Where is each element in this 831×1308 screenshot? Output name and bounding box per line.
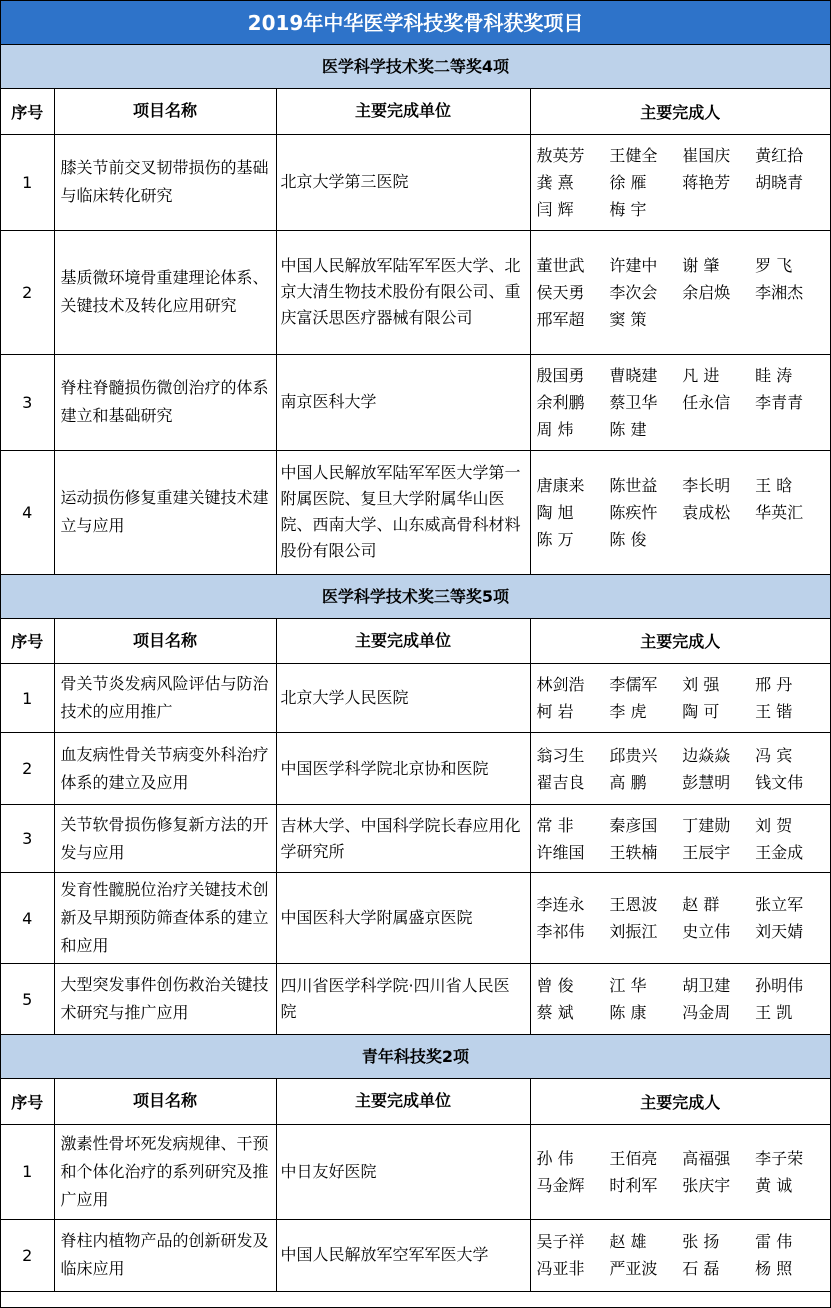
completer-name: 翁习生 [536,745,585,765]
column-header-index: 序号 [1,1079,54,1124]
completer-name: 李 虎 [609,702,647,721]
project-name: 基质微环境骨重建理论体系、关键技术及转化应用研究 [54,230,276,354]
completer-name: 陈 建 [609,419,647,439]
completer-name: 陈疾忤 [609,502,658,522]
completers-list [537,252,825,333]
completer-name: 王佰亮 [609,1148,658,1168]
completer-name: 陶 旭 [536,502,574,522]
completer-name: 赵 群 [682,895,720,914]
completer-name: 史立伟 [682,922,731,941]
completers-cell [530,1124,830,1219]
completer-name: 李长明 [682,475,731,495]
completer-name: 王金成 [755,842,804,862]
completers-cell [530,805,830,873]
completing-unit: 中日友好医院 [276,1124,530,1219]
completers-list [537,362,825,443]
completer-name: 秦彦国 [609,815,658,835]
completer-name: 柯 岩 [536,702,574,721]
column-header-project: 项目名称 [54,89,276,134]
award-section [1,1035,830,1292]
completer-name: 许维国 [536,842,585,862]
project-name: 膝关节前交叉韧带损伤的基础与临床转化研究 [54,134,276,230]
completers-cell [530,230,830,354]
completers-cell [530,873,830,964]
completer-name: 张立军 [755,895,804,914]
completer-name: 陈 俊 [609,529,647,549]
completers-list [537,812,825,866]
row-index: 1 [1,1124,54,1219]
completer-name: 王健全 [609,145,658,165]
project-name: 关节软骨损伤修复新方法的开发与应用 [54,805,276,873]
completer-name: 王恩波 [609,895,658,914]
completing-unit: 南京医科大学 [276,354,530,450]
column-header-project: 项目名称 [54,1079,276,1124]
completers-list [537,1145,825,1199]
completer-name: 刘 贺 [755,815,793,835]
project-name: 激素性骨坏死发病规律、干预和个体化治疗的系列研究及推广应用 [54,1124,276,1219]
completer-name: 吴子祥 [536,1232,585,1251]
completer-name: 罗 飞 [755,255,793,275]
section-header: 医学科学技术奖三等奖5项 [1,575,830,619]
project-name: 大型突发事件创伤救治关键技术研究与推广应用 [54,964,276,1035]
completer-name: 冯金周 [682,1003,731,1022]
completing-unit: 中国人民解放军空军军医大学 [276,1219,530,1291]
column-header-project: 项目名称 [54,619,276,664]
completers-cell [530,664,830,733]
table-header-row [1,619,830,664]
completers-cell [530,733,830,805]
row-index: 3 [1,354,54,450]
completers-list [537,972,825,1026]
completer-name: 严亚波 [609,1259,658,1278]
completer-name: 李连永 [536,895,585,914]
completers-cell [530,134,830,230]
column-header-unit: 主要完成单位 [276,619,530,664]
table-row [1,230,830,354]
completer-name: 王 锴 [755,702,793,721]
completer-name: 蔡 斌 [536,1003,574,1022]
completer-name: 丁建勋 [682,815,731,835]
completer-name: 胡晓青 [755,172,804,192]
completer-name: 黄红拾 [755,145,804,165]
completer-name: 李儒军 [609,675,658,694]
completer-name: 冯亚非 [536,1259,585,1278]
completer-name: 陶 可 [682,702,720,721]
project-name: 血友病性骨关节病变外科治疗体系的建立及应用 [54,733,276,805]
completer-name: 林剑浩 [536,675,585,694]
completer-name: 敖英芳 [536,145,585,165]
table-row [1,733,830,805]
completer-name: 雷 伟 [755,1232,793,1251]
completer-name: 刘振江 [609,922,658,941]
completer-name: 边焱焱 [682,745,731,765]
column-header-index: 序号 [1,89,54,134]
table-row [1,1219,830,1291]
completer-name: 刘天婧 [755,922,804,941]
completers-list [537,742,825,796]
project-name: 运动损伤修复重建关键技术建立与应用 [54,450,276,574]
row-index: 2 [1,230,54,354]
completer-name: 任永信 [682,392,731,412]
completer-name: 时利军 [609,1175,658,1195]
completer-name: 窦 策 [609,309,647,329]
table-row [1,134,830,230]
completer-name: 徐 雁 [609,172,647,192]
row-index: 2 [1,733,54,805]
completer-name: 李湘杰 [755,282,804,302]
completer-name: 梅 宇 [609,199,647,219]
completer-name: 江 华 [609,976,647,995]
completer-name: 孙明伟 [755,976,804,995]
completer-name: 王 凯 [755,1003,793,1022]
completer-name: 曹晓建 [609,365,658,385]
completer-name: 曾 俊 [536,976,574,995]
award-section [1,575,830,1036]
column-header-unit: 主要完成单位 [276,1079,530,1124]
completer-name: 闫 辉 [536,199,574,219]
completer-name: 高福强 [682,1148,731,1168]
column-header-unit: 主要完成单位 [276,89,530,134]
completer-name: 周 炜 [536,419,574,439]
table-row [1,450,830,574]
project-name: 骨关节炎发病风险评估与防治技术的应用推广 [54,664,276,733]
column-header-people: 主要完成人 [530,1079,830,1124]
completer-name: 董世武 [536,255,585,275]
completing-unit: 吉林大学、中国科学院长春应用化学研究所 [276,805,530,873]
completer-name: 崔国庆 [682,145,731,165]
completer-name: 殷国勇 [536,365,585,385]
row-index: 1 [1,134,54,230]
completer-name: 邢军超 [536,309,585,329]
award-table [1,619,830,1036]
table-row [1,1124,830,1219]
column-header-index: 序号 [1,619,54,664]
completer-name: 余启焕 [682,282,731,302]
completers-list [537,1228,825,1282]
completer-name: 凡 进 [682,365,720,385]
completer-name: 余利鹏 [536,392,585,412]
completer-name: 孙 伟 [536,1148,574,1168]
completer-name: 许建中 [609,255,658,275]
section-header: 青年科技奖2项 [1,1035,830,1079]
award-table [1,89,830,575]
completer-name: 蒋艳芳 [682,172,731,192]
completer-name: 张 扬 [682,1232,720,1251]
completing-unit: 中国医学科学院北京协和医院 [276,733,530,805]
table-row [1,964,830,1035]
row-index: 4 [1,873,54,964]
completer-name: 王辰宇 [682,842,731,862]
table-header-row [1,89,830,134]
completer-name: 张庆宇 [682,1175,731,1195]
completer-name: 刘 强 [682,675,720,694]
completer-name: 彭慧明 [682,772,731,792]
completer-name: 邢 丹 [755,675,793,694]
completer-name: 高 鹏 [609,772,647,792]
completer-name: 马金辉 [536,1175,585,1195]
completing-unit: 北京大学人民医院 [276,664,530,733]
completer-name: 杨 照 [755,1259,793,1278]
table-row [1,805,830,873]
completer-name: 龚 熹 [536,172,574,192]
completer-name: 李祁伟 [536,922,585,941]
completers-cell [530,964,830,1035]
completing-unit: 中国医科大学附属盛京医院 [276,873,530,964]
completing-unit: 四川省医学科学院·四川省人民医院 [276,964,530,1035]
completer-name: 袁成松 [682,502,731,522]
completer-name: 眭 涛 [755,365,793,385]
completer-name: 李次会 [609,282,658,302]
table-row [1,354,830,450]
row-index: 3 [1,805,54,873]
project-name: 脊柱脊髓损伤微创治疗的体系建立和基础研究 [54,354,276,450]
completing-unit: 北京大学第三医院 [276,134,530,230]
completer-name: 翟吉良 [536,772,585,792]
completer-name: 邱贵兴 [609,745,658,765]
completers-list [537,891,825,945]
row-index: 1 [1,664,54,733]
completer-name: 陈 万 [536,529,574,549]
table-row [1,664,830,733]
column-header-people: 主要完成人 [530,89,830,134]
completer-name: 李子荣 [755,1148,804,1168]
project-name: 脊柱内植物产品的创新研发及临床应用 [54,1219,276,1291]
column-header-people: 主要完成人 [530,619,830,664]
completer-name: 石 磊 [682,1259,720,1278]
completer-name: 冯 宾 [755,745,793,765]
completing-unit: 中国人民解放军陆军军医大学第一附属医院、复旦大学附属华山医院、西南大学、山东威高骨科材料股份有限公司 [276,450,530,574]
table-header-row [1,1079,830,1124]
award-table [1,1079,830,1292]
completer-name: 钱文伟 [755,772,804,792]
project-name: 发育性髋脱位治疗关键技术创新及早期预防筛查体系的建立和应用 [54,873,276,964]
completer-name: 谢 肇 [682,255,720,275]
completers-cell [530,354,830,450]
completer-name: 陈 康 [609,1003,647,1022]
row-index: 2 [1,1219,54,1291]
row-index: 5 [1,964,54,1035]
completer-name: 赵 雄 [609,1232,647,1251]
completer-name: 唐康来 [536,475,585,495]
completing-unit: 中国人民解放军陆军军医大学、北京大清生物技术股份有限公司、重庆富沃思医疗器械有限公司 [276,230,530,354]
completer-name: 王轶楠 [609,842,658,862]
completer-name: 胡卫建 [682,976,731,995]
completers-cell [530,1219,830,1291]
table-row [1,873,830,964]
award-section [1,45,830,575]
row-index: 4 [1,450,54,574]
completer-name: 侯天勇 [536,282,585,302]
completers-list [537,472,825,553]
page-title: 2019年中华医学科技奖骨科获奖项目 [1,1,830,45]
completers-list [537,671,825,725]
completer-name: 常 非 [536,815,574,835]
completers-cell [530,450,830,574]
completer-name: 黄 诚 [755,1175,793,1195]
completer-name: 王 晗 [755,475,793,495]
award-sections [1,45,830,1292]
completer-name: 陈世益 [609,475,658,495]
completer-name: 华英汇 [755,502,804,522]
completer-name: 蔡卫华 [609,392,658,412]
completers-list [537,142,825,223]
completer-name: 李青青 [755,392,804,412]
section-header: 医学科学技术奖二等奖4项 [1,45,830,89]
